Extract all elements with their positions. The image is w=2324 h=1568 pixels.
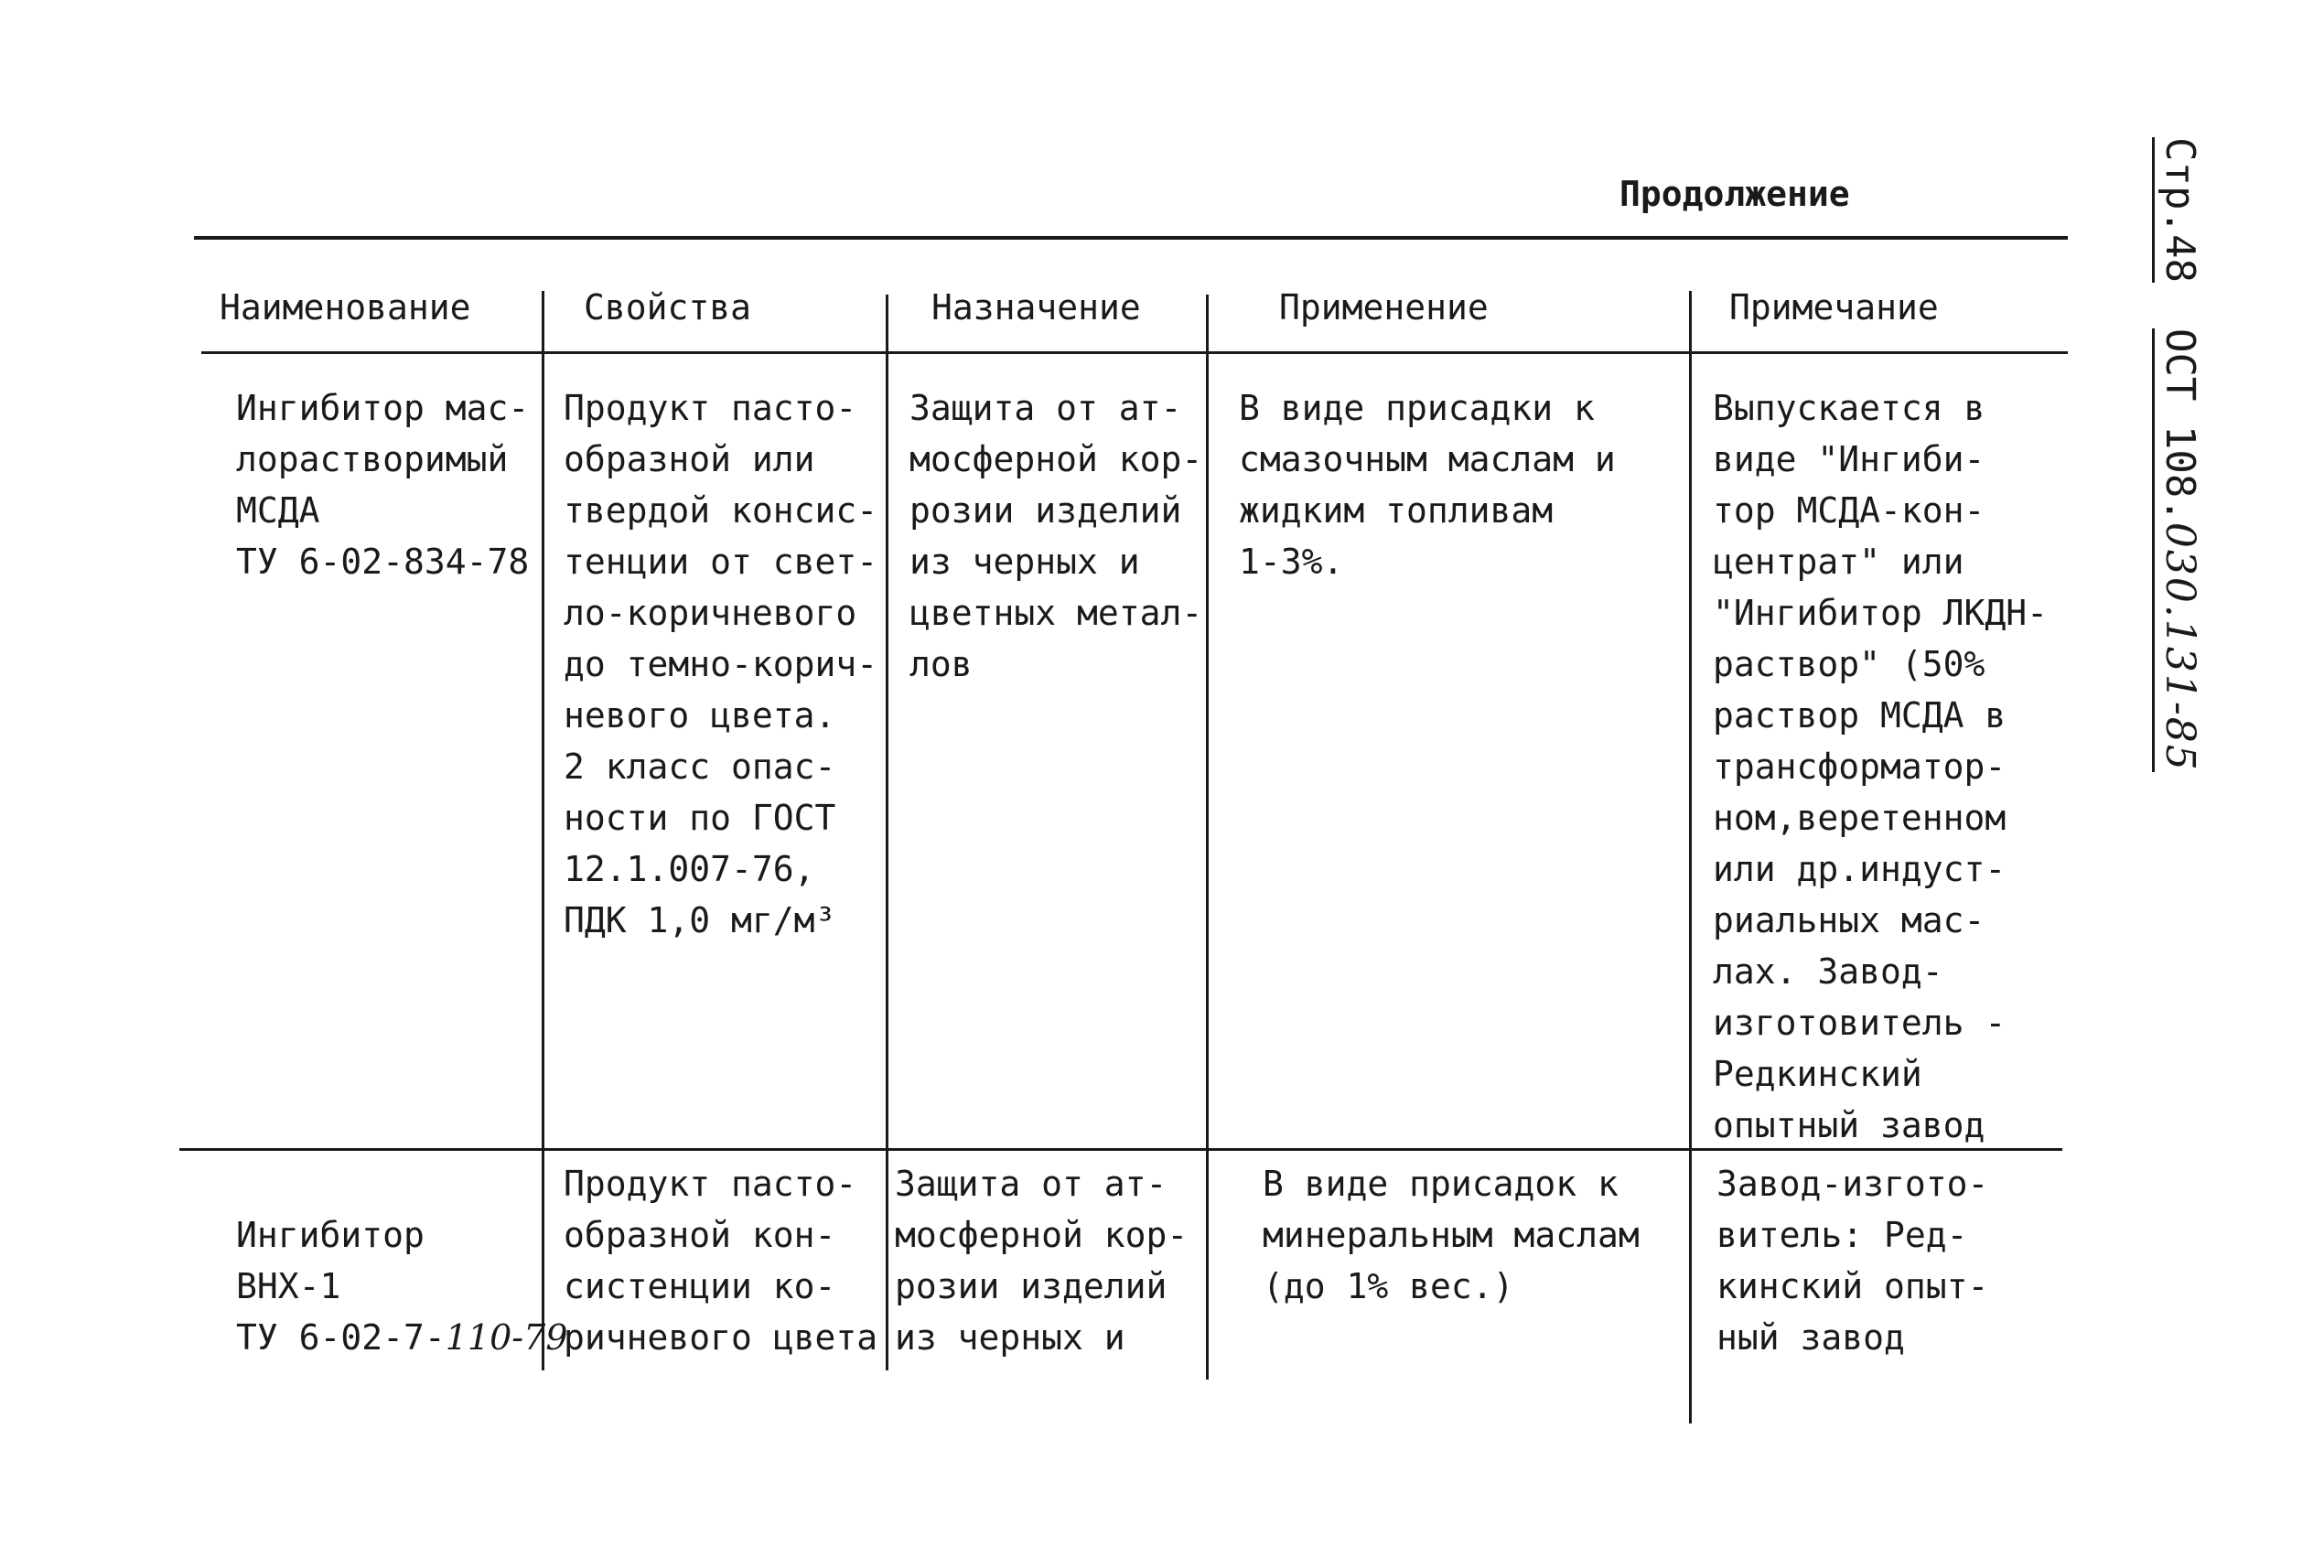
side-stamp (2141, 137, 2214, 832)
row1-name: Ингибитор мас- лорастворимый МСДА ТУ 6-02-834-78 (236, 388, 530, 582)
row2-name-printed: Ингибитор ВНХ-1 ТУ 6-02-7- (236, 1215, 446, 1358)
column-divider-2 (886, 295, 888, 1370)
column-divider-4 (1689, 291, 1692, 1423)
header-purpose: Назначение (931, 287, 1141, 328)
row2-name-handwritten: 110-79 (445, 1317, 568, 1358)
column-divider-3 (1206, 295, 1209, 1380)
header-separator-rule (201, 351, 2068, 354)
row1-purpose: Защита от ат- мосферной кор- розии изделий из черных и цветных метал- лов (909, 388, 1203, 684)
header-properties: Свойства (584, 287, 752, 328)
row2-application: В виде присадок к минеральным маслам (до 1% вес.) (1263, 1164, 1640, 1306)
header-application: Применение (1279, 287, 1489, 328)
row1-application: В виде присадки к смазочным маслам и жидким топливам 1-3%. (1239, 388, 1616, 582)
table-top-rule (194, 236, 2068, 240)
row2-name (236, 1158, 568, 1363)
page-number-label: Стр.48 (2152, 137, 2203, 283)
doc-code-handwritten: 030.131-85 (2157, 521, 2203, 772)
row2-properties: Продукт пасто- образной кон- систенции ко- ричневого цвета (564, 1164, 878, 1358)
row2-note: Завод-изгото- витель: Ред- кинский опыт- ный завод (1716, 1164, 1989, 1358)
row1-properties: Продукт пасто- образной или твердой консис- тенции от свет- ло-коричневого до темно-корич- невого цвета. 2 класс опас- ности по ГОСТ 12.1.007-76, ПДК 1,0 мг/м³ (564, 388, 878, 940)
continuation-label: Продолжение (1619, 174, 1850, 214)
doc-code-printed: ОСТ 108. (2157, 328, 2203, 522)
row2-purpose: Защита от ат- мосферной кор- розии изделий из черных и (895, 1164, 1189, 1358)
doc-code (2152, 328, 2203, 772)
header-name: Наименование (220, 287, 471, 328)
row1-note: Выпускается в виде "Ингиби- тор МСДА-кон- центрат" или "Ингибитор ЛКДН- раствор" (50% раствор МСДА в трансформатор- ном,веретенном или др.индуст- риальных мас- лах. Завод- изготовитель - Редкинский опытный завод (1713, 388, 2049, 1145)
header-note: Примечание (1729, 287, 1939, 328)
